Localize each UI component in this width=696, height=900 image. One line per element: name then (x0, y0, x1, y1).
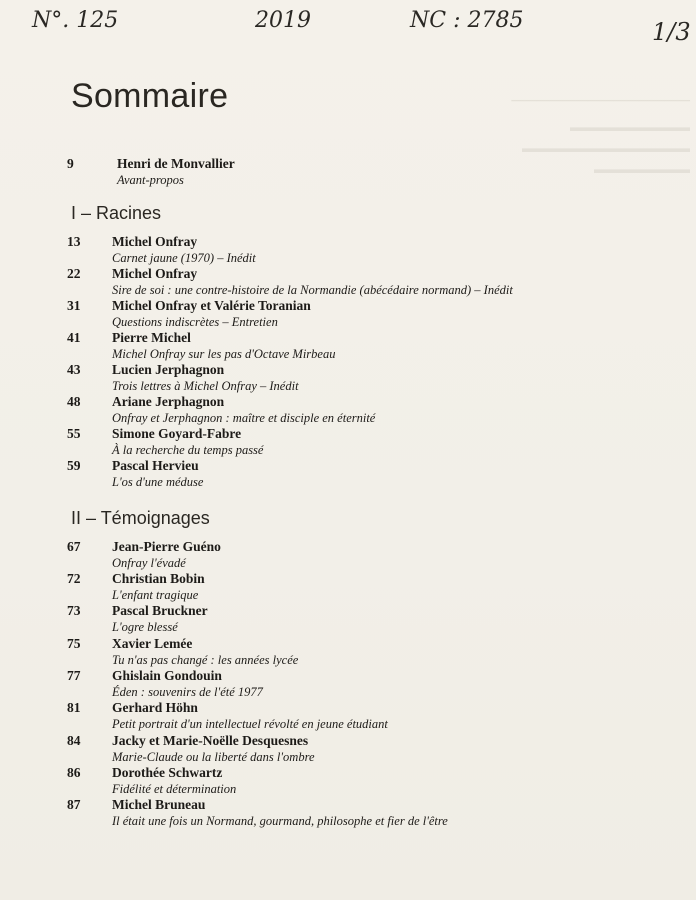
toc-page-number: 87 (67, 797, 81, 812)
handwritten-page-count: 1/3 (652, 18, 691, 46)
toc-subtitle: Éden : souvenirs de l'été 1977 (112, 685, 263, 699)
page-title: Sommaire (71, 77, 229, 115)
toc-page-number: 22 (67, 266, 81, 281)
toc-subtitle: Il était une fois un Normand, gourmand, philosophe et fier de l'être (112, 814, 448, 828)
toc-author: Pierre Michel (112, 330, 191, 345)
toc-page-number: 13 (67, 234, 81, 249)
toc-subtitle: Petit portrait d'un intellectuel révolté en jeune étudiant (112, 717, 388, 731)
toc-subtitle: Avant-propos (117, 173, 184, 187)
toc-page-number: 59 (67, 458, 81, 473)
toc-subtitle: Questions indiscrètes – Entretien (112, 315, 278, 329)
toc-author: Dorothée Schwartz (112, 765, 223, 780)
toc-author: Henri de Monvallier (117, 156, 235, 171)
toc-author: Michel Onfray (112, 266, 198, 281)
toc-subtitle: Trois lettres à Michel Onfray – Inédit (112, 379, 299, 393)
toc-page-number: 81 (67, 700, 81, 715)
toc-page-number: 55 (67, 426, 81, 441)
show-through-decoration: ────────────── ▬▬▬▬▬▬▬▬▬▬ ▬▬▬▬▬▬▬▬▬▬▬▬▬▬ ▬▬▬▬▬▬▬▬ (511, 90, 690, 176)
toc-subtitle: Onfray l'évadé (112, 556, 186, 570)
toc-subtitle: L'ogre blessé (112, 620, 178, 634)
toc-page-number: 67 (67, 539, 81, 554)
toc-author: Michel Onfray et Valérie Toranian (112, 298, 311, 313)
toc-subtitle: Sire de soi : une contre-histoire de la Normandie (abécédaire normand) – Inédit (112, 283, 513, 297)
toc-subtitle: Carnet jaune (1970) – Inédit (112, 251, 256, 265)
handwritten-number: N°. 125 (32, 8, 119, 33)
toc-author: Pascal Bruckner (112, 603, 208, 618)
toc-subtitle: À la recherche du temps passé (112, 443, 264, 457)
toc-author: Ghislain Gondouin (112, 668, 222, 683)
toc-author: Pascal Hervieu (112, 458, 199, 473)
toc-author: Xavier Lemée (112, 636, 193, 651)
handwritten-code: 2019 (255, 8, 311, 33)
toc-page-number: 43 (67, 362, 81, 377)
toc-author: Jean-Pierre Guéno (112, 539, 221, 554)
toc-subtitle: Onfray et Jerphagnon : maître et disciple en éternité (112, 411, 376, 425)
toc-page-number: 31 (67, 298, 81, 313)
toc-subtitle: L'enfant tragique (112, 588, 199, 602)
toc-author: Ariane Jerphagnon (112, 394, 225, 409)
toc-page-number: 41 (67, 330, 81, 345)
toc-page-number: 73 (67, 603, 81, 618)
toc-author: Simone Goyard-Fabre (112, 426, 242, 441)
toc-author: Michel Onfray (112, 234, 198, 249)
section-heading-temoignages: II – Témoignages (71, 508, 210, 528)
toc-page-number: 48 (67, 394, 81, 409)
toc-subtitle: Michel Onfray sur les pas d'Octave Mirbeau (112, 347, 336, 361)
toc-subtitle: L'os d'une méduse (112, 475, 204, 489)
toc-page-number: 72 (67, 571, 81, 586)
toc-page-number: 86 (67, 765, 81, 780)
toc-page-number: 84 (67, 733, 81, 748)
handwritten-reference: NC : 2785 (410, 8, 524, 33)
toc-subtitle: Tu n'as pas changé : les années lycée (112, 653, 299, 667)
toc-author: Christian Bobin (112, 571, 205, 586)
toc-author: Lucien Jerphagnon (112, 362, 225, 377)
toc-author: Gerhard Höhn (112, 700, 198, 715)
toc-author: Michel Bruneau (112, 797, 206, 812)
toc-page-number: 9 (67, 156, 74, 171)
toc-author: Jacky et Marie-Noëlle Desquesnes (112, 733, 309, 748)
toc-subtitle: Fidélité et détermination (112, 782, 237, 796)
toc-page-number: 77 (67, 668, 81, 683)
toc-page-number: 75 (67, 636, 81, 651)
toc-subtitle: Marie-Claude ou la liberté dans l'ombre (112, 750, 315, 764)
section-heading-racines: I – Racines (71, 203, 162, 223)
